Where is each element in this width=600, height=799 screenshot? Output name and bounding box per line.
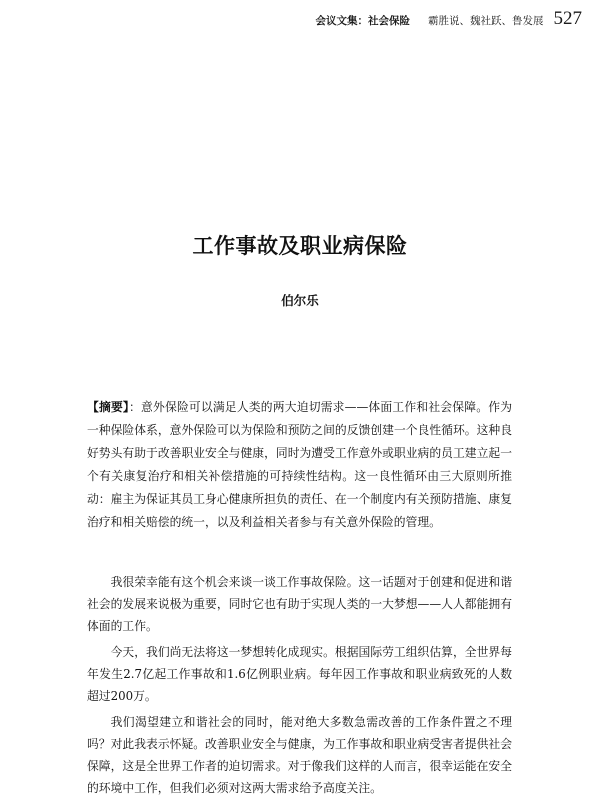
page-number: 527 (553, 8, 582, 29)
body-text (87, 571, 512, 799)
body-paragraph-1: 我很荣幸能有这个机会来谈一谈工作事故保险。这一话题对于创建和促进和谐社会的发展来说极为重要，同时它也有助于实现人类的一大梦想——人人都能拥有体面的工作。 (87, 575, 512, 633)
abstract (87, 396, 512, 534)
body-paragraph-3: 我们渴望建立和谐社会的同时，能对绝大多数急需改善的工作条件置之不理吗？对此我表示怀疑。改善职业安全与健康，为工作事故和职业病受害者提供社会保障，这是全世界工作者的迫切需求。对于像我们这样的人而言，很幸运能在安全的环境中工作，但我们必须对这两大需求给予高度关注。 (87, 715, 512, 795)
running-title: 会议文集：社会保险 (315, 15, 410, 27)
abstract-text: ：意外保险可以满足人类的两大迫切需求——体面工作和社会保障。作为一种保险体系，意外保险可以为保险和预防之间的反馈创建一个良性循环。这种良好势头有助于改善职业安全与健康，同时为遭受工作意外或职业病的员工建立起一个有关康复治疗和相关补偿措施的可持续性结构。这一良性循环由三大原则所推动：雇主为保证其员工身心健康所担负的责任、在一个制度内有关预防措施、康复治疗和相关赔偿的统一，以及利益相关者参与有关意外保险的管理。 (87, 400, 512, 529)
abstract-label: 【摘要】 (87, 400, 130, 414)
running-header (300, 8, 582, 30)
header-authors: 霸胜说、魏社跃、鲁发展 (428, 15, 544, 27)
article-author: 伯尔乐 (281, 293, 319, 308)
body-paragraph-2: 今天，我们尚无法将这一梦想转化成现实。根据国际劳工组织估算，全世界每年发生2.7亿起工作事故和1.6亿例职业病。每年因工作事故和职业病致死的人数超过200万。 (87, 645, 512, 703)
article-title: 工作事故及职业病保险 (192, 234, 408, 258)
